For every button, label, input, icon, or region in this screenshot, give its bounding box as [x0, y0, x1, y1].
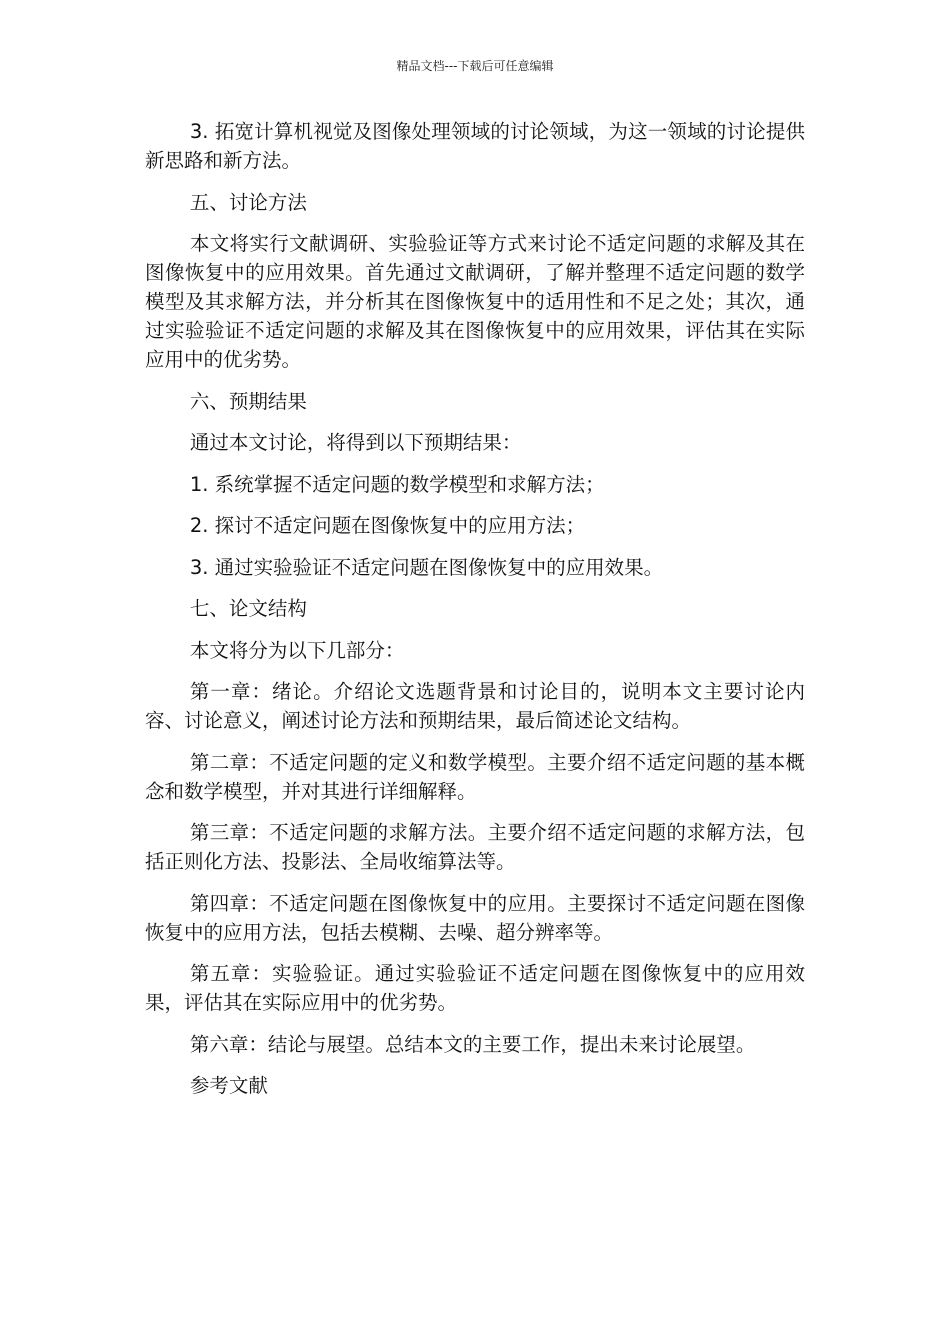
chapter-4-summary: 第四章：不适定问题在图像恢复中的应用。主要探讨不适定问题在图像恢复中的应用方法，包括去模糊、去噪、超分辨率等。	[145, 891, 805, 944]
chapter-5-summary: 第五章：实验验证。通过实验验证不适定问题在图像恢复中的应用效果，评估其在实际应用中的优劣势。	[145, 962, 805, 1014]
chapter-2-summary: 第二章：不适定问题的定义和数学模型。主要介绍不适定问题的基本概念和数学模型，并对其进行详细解释。	[145, 750, 805, 803]
list-item-3-broaden-field: 3. 拓宽计算机视觉及图像处理领域的讨论领域，为这一领域的讨论提供新思路和新方法。	[145, 120, 805, 172]
structure-intro: 本文将分为以下几部分：	[189, 638, 405, 662]
document-body	[145, 117, 805, 1113]
chapter-1-summary: 第一章：绪论。介绍论文选题背景和讨论目的，说明本文主要讨论内容、讨论意义，阐述讨论方法和预期结果，最后简述论文结构。	[145, 680, 805, 732]
methods-paragraph: 本文将实行文献调研、实验验证等方式来讨论不适定问题的求解及其在图像恢复中的应用效果。首先通过文献调研，了解并整理不适定问题的数学模型及其求解方法，并分析其在图像恢复中的适用性和不足之处；其次，通过实验验证不适定问题的求解及其在图像恢复中的应用效果，评估其在实际应用中的优劣势。	[145, 232, 805, 371]
chapter-3-summary: 第三章：不适定问题的求解方法。主要介绍不适定问题的求解方法，包括正则化方法、投影法、全局收缩算法等。	[145, 821, 805, 873]
section-heading-references: 参考文献	[189, 1074, 268, 1097]
expected-result-item-1: 1. 系统掌握不适定问题的数学模型和求解方法；	[189, 472, 605, 496]
section-heading-expected-results: 六、预期结果	[189, 389, 307, 413]
chapter-6-summary: 第六章：结论与展望。总结本文的主要工作，提出未来讨论展望。	[189, 1032, 756, 1056]
page-header: 精品文档---下载后可任意编辑	[396, 59, 554, 73]
expected-result-item-3: 3. 通过实验验证不适定问题在图像恢复中的应用效果。	[189, 555, 664, 579]
expected-result-item-2: 2. 探讨不适定问题在图像恢复中的应用方法；	[189, 514, 586, 537]
section-heading-structure: 七、论文结构	[189, 597, 307, 620]
expected-results-intro: 通过本文讨论，将得到以下预期结果：	[189, 431, 522, 454]
section-heading-methods: 五、讨论方法	[189, 190, 307, 214]
